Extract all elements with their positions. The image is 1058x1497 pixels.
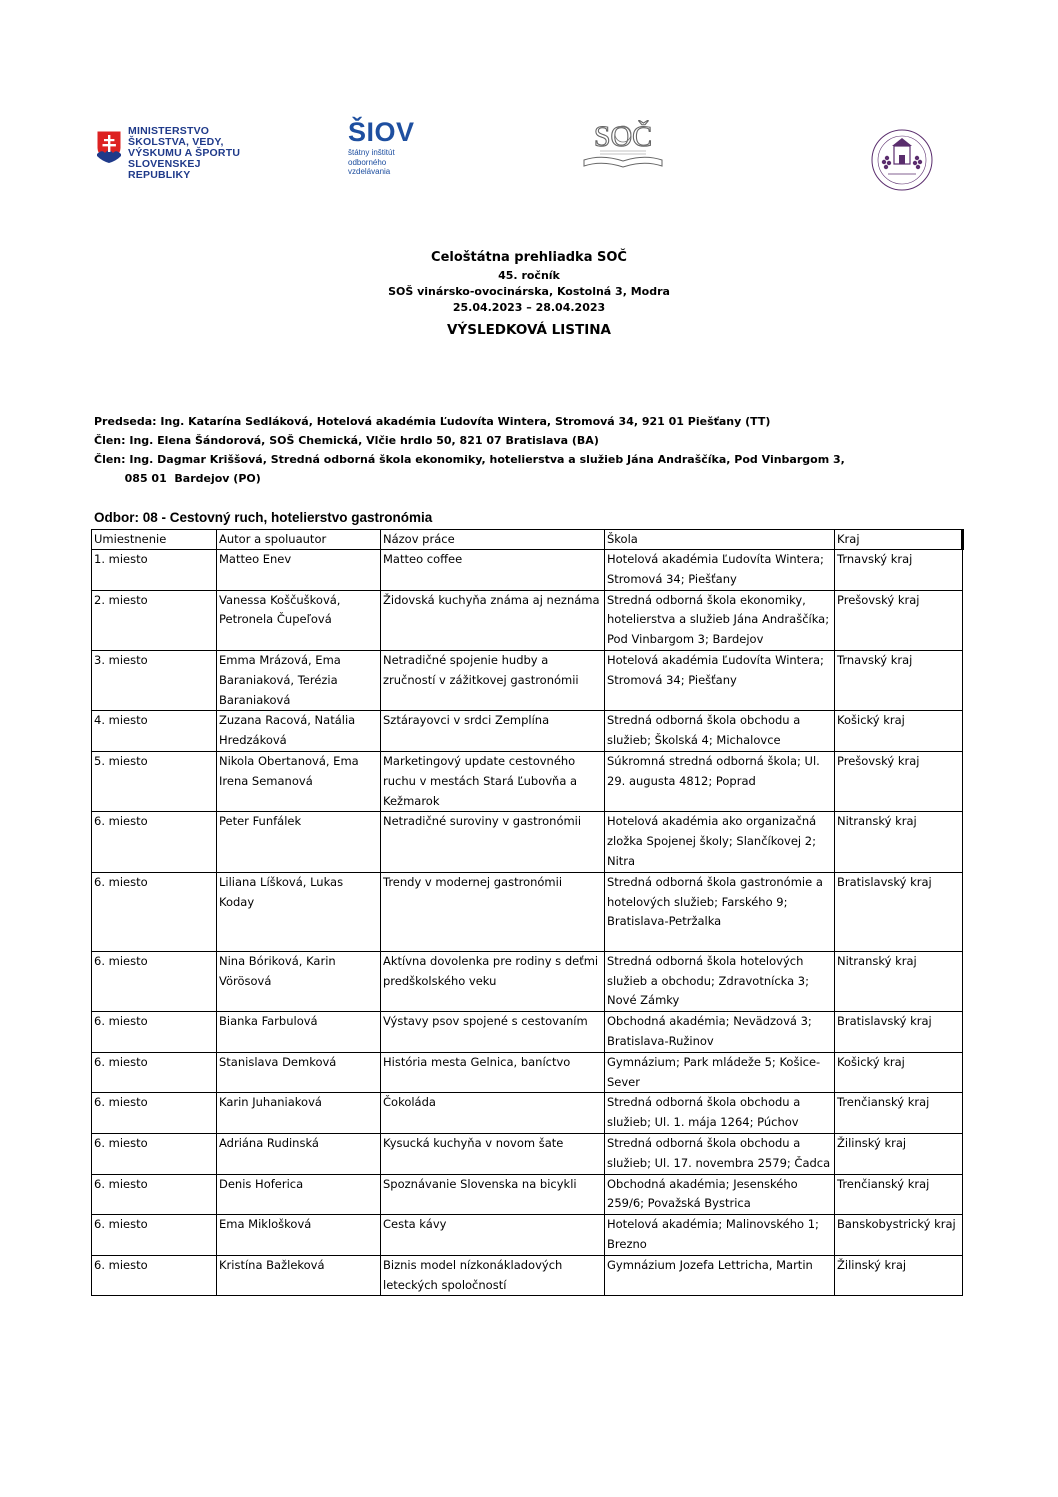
table-row: [92, 650, 963, 710]
title-cell: Marketingový update cestovného ruchu v mestách Stará Ľubovňa a Kežmarok: [381, 751, 605, 811]
school-cell: Stredná odborná škola gastronómie a hotelových služieb; Farského 9; Bratislava-Petržalka: [605, 872, 835, 951]
title-cell: Výstavy psov spojené s cestovaním: [381, 1012, 605, 1053]
table-row: [92, 951, 963, 1011]
author-cell: Karin Juhaniaková: [217, 1093, 381, 1134]
placement-cell: 6. miesto: [92, 1174, 217, 1215]
placement-cell: 4. miesto: [92, 711, 217, 752]
ministry-text-line: VÝSKUMU A ŠPORTU: [128, 147, 241, 159]
region-cell: Banskobystrický kraj: [835, 1215, 963, 1256]
region-cell: Žilinský kraj: [835, 1255, 963, 1296]
table-header-row: [92, 530, 963, 550]
committee-list: [94, 412, 894, 488]
school-cell: Súkromná stredná odborná škola; Ul. 29. augusta 4812; Poprad: [605, 751, 835, 811]
document-title: VÝSLEDKOVÁ LISTINA: [447, 322, 611, 338]
placement-cell: 6. miesto: [92, 812, 217, 872]
ministry-logo: [96, 126, 266, 186]
placement-cell: 6. miesto: [92, 1052, 217, 1093]
school-cell: Gymnázium; Park mládeže 5; Košice-Sever: [605, 1052, 835, 1093]
committee-chair: Predseda: Ing. Katarína Sedláková, Hotelová akadémia Ľudovíta Wintera, Stromová 34, 921 01 Piešťany (TT): [94, 415, 771, 428]
field-heading: Odbor: 08 - Cestovný ruch, hotelierstvo gastronómia: [94, 510, 433, 525]
table-row: [92, 872, 963, 951]
column-header-author: Autor a spoluautor: [217, 530, 381, 550]
author-cell: Liliana Líšková, Lukas Koday: [217, 872, 381, 951]
table-row: [92, 812, 963, 872]
school-cell: Obchodná akadémia; Nevädzová 3; Bratislava-Ružinov: [605, 1012, 835, 1053]
svg-text:SOČ: SOČ: [593, 120, 653, 153]
column-header-region: Kraj: [835, 530, 963, 550]
placement-cell: 5. miesto: [92, 751, 217, 811]
school-cell: Stredná odborná škola obchodu a služieb; Školská 4; Michalovce: [605, 711, 835, 752]
region-cell: Prešovský kraj: [835, 590, 963, 650]
table-row: [92, 1255, 963, 1296]
placement-cell: 6. miesto: [92, 1093, 217, 1134]
author-cell: Nina Bóriková, Karin Vörösová: [217, 951, 381, 1011]
region-cell: Nitranský kraj: [835, 951, 963, 1011]
placement-cell: 6. miesto: [92, 872, 217, 951]
event-title: Celoštátna prehliadka SOČ: [431, 250, 627, 265]
title-cell: História mesta Gelnica, baníctvo: [381, 1052, 605, 1093]
placement-cell: 6. miesto: [92, 1012, 217, 1053]
table-row: [92, 1174, 963, 1215]
title-cell: Netradičné spojenie hudby a zručností v zážitkovej gastronómii: [381, 650, 605, 710]
table-row: [92, 751, 963, 811]
title-cell: Židovská kuchyňa známa aj neznáma: [381, 590, 605, 650]
school-cell: Stredná odborná škola hotelových služieb a obchodu; Zdravotnícka 3; Nové Zámky: [605, 951, 835, 1011]
author-cell: Matteo Enev: [217, 550, 381, 591]
region-cell: Bratislavský kraj: [835, 872, 963, 951]
region-cell: Prešovský kraj: [835, 751, 963, 811]
title-cell: Trendy v modernej gastronómii: [381, 872, 605, 951]
placement-cell: 6. miesto: [92, 951, 217, 1011]
school-cell: Gymnázium Jozefa Lettricha, Martin: [605, 1255, 835, 1296]
region-cell: Žilinský kraj: [835, 1133, 963, 1174]
ministry-text-line: ŠKOLSTVA, VEDY,: [128, 136, 224, 148]
title-cell: Cesta kávy: [381, 1215, 605, 1256]
region-cell: Trnavský kraj: [835, 650, 963, 710]
school-cell: Hotelová akadémia Ľudovíta Wintera; Stromová 34; Piešťany: [605, 650, 835, 710]
author-cell: Ema Miklošková: [217, 1215, 381, 1256]
slovak-crest-icon: [96, 130, 122, 164]
author-cell: Kristína Bažleková: [217, 1255, 381, 1296]
committee-member: Člen: Ing. Dagmar Kriššová, Stredná odborná škola ekonomiky, hotelierstva a služieb Jána Andraščíka, Pod Vinbargom 3, 085 01 Bardejov (PO): [94, 453, 845, 485]
ministry-text-line: MINISTERSTVO: [128, 125, 210, 137]
siov-mark: ŠIOV: [348, 117, 415, 147]
placement-cell: 3. miesto: [92, 650, 217, 710]
author-cell: Stanislava Demková: [217, 1052, 381, 1093]
placement-cell: 1. miesto: [92, 550, 217, 591]
siov-text-line: štátny inštitút: [348, 148, 395, 157]
results-table: [91, 529, 964, 1296]
author-cell: Emma Mrázová, Ema Baraniaková, Terézia Baraniaková: [217, 650, 381, 710]
siov-text-line: odborného: [348, 157, 387, 167]
title-cell: Sztárayovci v srdci Zemplína: [381, 711, 605, 752]
event-dates: 25.04.2023 – 28.04.2023: [452, 301, 606, 314]
event-venue: SOŠ vinársko-ovocinárska, Kostolná 3, Modra: [388, 285, 670, 298]
table-row: [92, 1012, 963, 1053]
school-cell: Stredná odborná škola obchodu a služieb; Ul. 1. mája 1264; Púchov: [605, 1093, 835, 1134]
table-body: [92, 550, 963, 1296]
school-cell: Hotelová akadémia ako organizačná zložka Spojenej školy; Slančíkovej 2; Nitra: [605, 812, 835, 872]
title-cell: Biznis model nízkonákladových leteckých spoločností: [381, 1255, 605, 1296]
title-cell: Spoznávanie Slovenska na bicykli: [381, 1174, 605, 1215]
region-cell: Trenčianský kraj: [835, 1174, 963, 1215]
placement-cell: 6. miesto: [92, 1255, 217, 1296]
siov-logo: [348, 118, 428, 188]
title-cell: Kysucká kuchyňa v novom šate: [381, 1133, 605, 1174]
placement-cell: 2. miesto: [92, 590, 217, 650]
school-cell: Hotelová akadémia Ľudovíta Wintera; Stromová 34; Piešťany: [605, 550, 835, 591]
author-cell: Peter Funfálek: [217, 812, 381, 872]
title-cell: Čokoláda: [381, 1093, 605, 1134]
placement-cell: 6. miesto: [92, 1215, 217, 1256]
table-row: [92, 1052, 963, 1093]
table-row: [92, 1093, 963, 1134]
school-cell: Stredná odborná škola obchodu a služieb; Ul. 17. novembra 2579; Čadca: [605, 1133, 835, 1174]
table-row: [92, 711, 963, 752]
school-cell: Obchodná akadémia; Jesenského 259/6; Považská Bystrica: [605, 1174, 835, 1215]
region-cell: Trnavský kraj: [835, 550, 963, 591]
author-cell: Zuzana Racová, Natália Hredzáková: [217, 711, 381, 752]
column-header-title: Názov práce: [381, 530, 605, 550]
soc-book-icon: [580, 120, 666, 172]
grape-seal-icon: [868, 128, 936, 192]
region-cell: Trenčianský kraj: [835, 1093, 963, 1134]
author-cell: Denis Hoferica: [217, 1174, 381, 1215]
table-row: [92, 1215, 963, 1256]
author-cell: Adriána Rudinská: [217, 1133, 381, 1174]
title-cell: Aktívna dovolenka pre rodiny s deťmi predškolského veku: [381, 951, 605, 1011]
table-row: [92, 1133, 963, 1174]
document-header: [0, 248, 1058, 342]
soc-logo: [580, 120, 666, 172]
committee-member: Člen: Ing. Elena Šándorová, SOŠ Chemická, Vlčie hrdlo 50, 821 07 Bratislava (BA): [94, 434, 599, 447]
table-row: [92, 550, 963, 591]
placement-cell: 6. miesto: [92, 1133, 217, 1174]
author-cell: Bianka Farbulová: [217, 1012, 381, 1053]
title-cell: Matteo coffee: [381, 550, 605, 591]
school-cell: Hotelová akadémia; Malinovského 1; Brezno: [605, 1215, 835, 1256]
column-header-school: Škola: [605, 530, 835, 550]
region-cell: Košický kraj: [835, 711, 963, 752]
logos-row: [0, 118, 1058, 198]
school-cell: Stredná odborná škola ekonomiky, hotelierstva a služieb Jána Andraščíka; Pod Vinbargom 3; Bardejov: [605, 590, 835, 650]
region-cell: Bratislavský kraj: [835, 1012, 963, 1053]
school-seal-logo: [868, 128, 936, 192]
author-cell: Nikola Obertanová, Ema Irena Semanová: [217, 751, 381, 811]
author-cell: Vanessa Koščušková, Petronela Čupeľová: [217, 590, 381, 650]
ministry-text-line: SLOVENSKEJ REPUBLIKY: [128, 158, 201, 181]
table-row: [92, 590, 963, 650]
region-cell: Nitranský kraj: [835, 812, 963, 872]
title-cell: Netradičné suroviny v gastronómii: [381, 812, 605, 872]
siov-text-line: vzdelávania: [348, 167, 391, 176]
region-cell: Košický kraj: [835, 1052, 963, 1093]
event-edition: 45. ročník: [498, 269, 560, 282]
column-header-placement: Umiestnenie: [92, 530, 217, 550]
